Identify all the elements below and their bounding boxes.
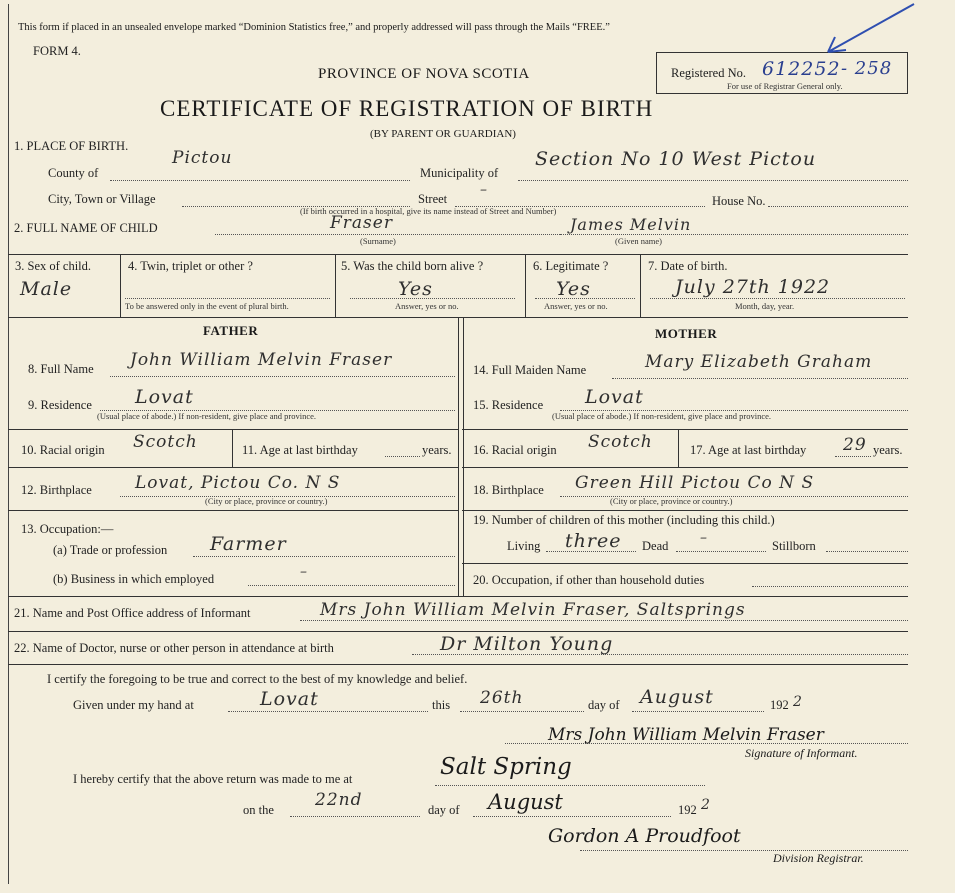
column-divider (458, 317, 464, 596)
twin-note: To be answered only in the event of plural birth. (125, 301, 289, 311)
certify-month-value: August (640, 686, 714, 708)
county-label: County of (48, 166, 99, 180)
father-birthplace-value: Lovat, Pictou Co. N S (135, 473, 341, 493)
registered-note: For use of Registrar General only. (727, 81, 843, 91)
mother-age-label: 17. Age at last birthday (690, 443, 807, 457)
legitimate-note: Answer, yes or no. (544, 301, 608, 311)
form-number: FORM 4. (33, 44, 81, 58)
dead-label: Dead (642, 539, 669, 553)
father-age-unit: years. (422, 443, 452, 457)
given-under-label: Given under my hand at (73, 698, 194, 712)
children-count-label: 19. Number of children of this mother (including this child.) (473, 513, 775, 527)
father-racial-label: 10. Racial origin (21, 443, 105, 457)
registered-suffix: - 258 (841, 58, 893, 79)
mother-residence-label: 15. Residence (473, 398, 544, 412)
father-name-label: 8. Full Name (28, 362, 94, 376)
this-label: this (432, 698, 451, 712)
surname-note: (Surname) (360, 236, 396, 246)
mother-birthplace-value: Green Hill Pictou Co N S (575, 473, 815, 493)
father-birthplace-note: (City or place, province or country.) (205, 496, 328, 506)
legitimate-value: Yes (556, 278, 591, 300)
sex-value: Male (20, 278, 73, 300)
mother-age-unit: years. (873, 443, 903, 457)
county-value: Pictou (172, 148, 233, 168)
mother-occupation-label: 20. Occupation, if other than household duties (473, 573, 705, 587)
registered-number: 612252 (762, 58, 841, 80)
mother-heading: MOTHER (655, 326, 718, 341)
twin-label: 4. Twin, triplet or other ? (128, 259, 253, 273)
certify-year-suffix: 2 (793, 694, 803, 710)
father-age-label: 11. Age at last birthday (242, 443, 358, 457)
street-value: – (480, 182, 488, 198)
alive-note: Answer, yes or no. (395, 301, 459, 311)
certify-day-value: 26th (480, 688, 524, 708)
living-value: three (565, 530, 622, 552)
father-residence-value: Lovat (135, 386, 194, 408)
certify-statement: I certify the foregoing to be true and correct to the best of my knowledge and belief. (47, 672, 468, 686)
father-name-value: John William Melvin Fraser (130, 350, 393, 370)
house-label: House No. (712, 194, 766, 208)
mother-birthplace-note: (City or place, province or country.) (610, 496, 733, 506)
registrar-month-value: August (488, 790, 563, 814)
living-label: Living (507, 539, 541, 553)
father-racial-value: Scotch (133, 432, 198, 452)
given-note: (Given name) (615, 236, 662, 246)
doctor-value: Dr Milton Young (440, 633, 614, 655)
sex-label: 3. Sex of child. (15, 259, 92, 273)
mother-age-value: 29 (843, 435, 867, 455)
alive-label: 5. Was the child born alive ? (341, 259, 484, 273)
alive-value: Yes (398, 278, 433, 300)
mother-birthplace-label: 18. Birthplace (473, 483, 544, 497)
registrar-place-value: Salt Spring (440, 754, 572, 780)
blue-arrow-mark (818, 0, 918, 62)
certificate-subtitle: (BY PARENT OR GUARDIAN) (370, 128, 516, 140)
informant-signature-label: Signature of Informant. (745, 746, 858, 760)
mother-racial-value: Scotch (588, 432, 653, 452)
father-heading: FATHER (203, 323, 259, 338)
registrar-day-of-label: day of (428, 803, 460, 817)
registered-label: Registered No. (671, 66, 746, 80)
informant-value: Mrs John William Melvin Fraser, Saltsprings (320, 600, 746, 620)
registrar-on-label: on the (243, 803, 274, 817)
place-of-birth-heading: 1. PLACE OF BIRTH. (14, 139, 129, 153)
dead-value: – (700, 530, 708, 546)
registrar-year-prefix: 192 (678, 803, 697, 817)
business-label: (b) Business in which employed (53, 572, 215, 586)
date-note: Month, day, year. (735, 301, 795, 311)
hospital-note: (If birth occurred in a hospital, give its name instead of Street and Number) (300, 206, 557, 216)
mother-name-value: Mary Elizabeth Graham (645, 352, 873, 372)
informant-label: 21. Name and Post Office address of Informant (14, 606, 251, 620)
registrar-year-suffix: 2 (701, 797, 711, 813)
mother-name-label: 14. Full Maiden Name (473, 363, 587, 377)
trade-label: (a) Trade or profession (53, 543, 168, 557)
doctor-label: 22. Name of Doctor, nurse or other person in attendance at birth (14, 641, 334, 655)
child-surname: Fraser (330, 213, 393, 233)
province-heading: PROVINCE OF NOVA SCOTIA (318, 66, 530, 82)
date-of-birth-value: July 27th 1922 (675, 276, 831, 298)
mother-residence-value: Lovat (585, 386, 644, 408)
legitimate-label: 6. Legitimate ? (533, 259, 609, 273)
city-label: City, Town or Village (48, 192, 156, 206)
father-residence-label: 9. Residence (28, 398, 92, 412)
father-birthplace-label: 12. Birthplace (21, 483, 92, 497)
municipality-label: Municipality of (420, 166, 499, 180)
certificate-title: CERTIFICATE OF REGISTRATION OF BIRTH (160, 96, 654, 121)
registrar-day-value: 22nd (315, 790, 363, 810)
business-value: – (300, 564, 308, 580)
postal-notice: This form if placed in an unsealed envelope marked “Dominion Statistics free,” and properly addressed will pass through the Mails “FREE.” (18, 22, 610, 33)
registrar-signature: Gordon A Proudfoot (548, 825, 741, 847)
registrar-signature-label: Division Registrar. (773, 851, 864, 865)
given-at-value: Lovat (260, 688, 319, 710)
stillborn-label: Stillborn (772, 539, 816, 553)
municipality-value: Section No 10 West Pictou (535, 148, 817, 170)
street-label: Street (418, 192, 448, 206)
mother-residence-note: (Usual place of abode.) If non-resident, give place and province. (552, 411, 772, 421)
occupation-label: 13. Occupation:— (21, 522, 114, 536)
father-residence-note: (Usual place of abode.) If non-resident, give place and province. (97, 411, 317, 421)
child-name-label: 2. FULL NAME OF CHILD (14, 221, 158, 235)
registrar-statement: I hereby certify that the above return was made to me at (73, 772, 353, 786)
mother-racial-label: 16. Racial origin (473, 443, 557, 457)
informant-signature: Mrs John William Melvin Fraser (548, 725, 824, 745)
trade-value: Farmer (210, 533, 287, 555)
child-given-name: James Melvin (570, 215, 692, 234)
certify-day-of-label: day of (588, 698, 620, 712)
certify-year-prefix: 192 (770, 698, 789, 712)
date-of-birth-label: 7. Date of birth. (648, 259, 728, 273)
